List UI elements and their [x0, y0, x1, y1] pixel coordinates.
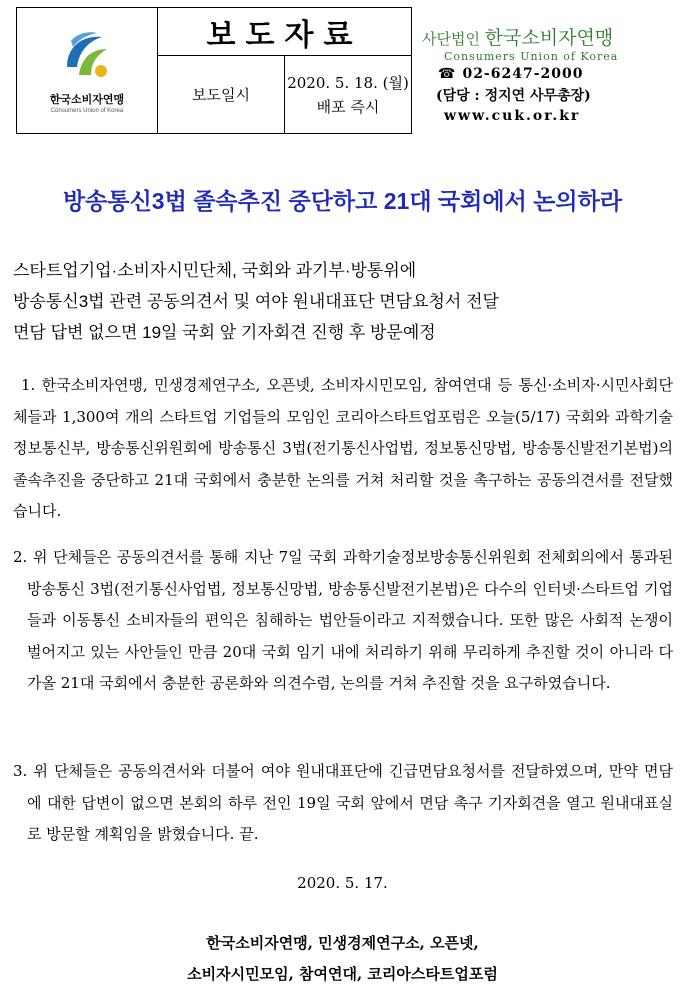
telephone-number: 02-6247-2000 [462, 66, 584, 82]
logo-subtext: Consumers Union of Korea [50, 108, 124, 114]
body-paragraph-2: 2. 위 단체들은 공동의견서를 통해 지난 7일 국회 과학기술정보방송통신위원회 전체회의에서 통과된 방송통신 3법(전기통신사업법, 정보통신망법, 방송통신발전기본법)은 다수의 인터넷·스타트업 기업들과 이동통신 소비자들의 편익은 침해하는 법안들이라고 지적했습니다. 또한 많은 사회적 논쟁이 벌어지고 있는 사안들인 만큼 20대 국회 임기 내에 처리하기 위해 무리하게 추진할 것이 아니라 다가올 21대 국회에서 충분한 공론화와 의견수렴, 논의를 거쳐 추진할 것을 요구하였습니다. [13, 548, 673, 692]
org-prefix: 사단법인 [422, 30, 480, 48]
release-date-label: 보도일시 [158, 56, 285, 134]
body-paragraph-1: 1. 한국소비자연맹, 민생경제연구소, 오픈넷, 소비자시민모임, 참여연대 등 통신·소비자·시민사회단체들과 1,300여 개의 스타트업 기업들의 모임인 코리아스타트업포럼은 오늘(5/17) 국회와 과학기술정보통신부, 방송통신위원회에 방송통신 3법(전기통신사업법, 정보통신망법, 방송통신발전기본법)의 졸속추진을 중단하고 21대 국회에서 충분한 논의를 거쳐 처리할 것을 촉구하는 공동의견서를 전달했습니다. [13, 376, 673, 520]
headline: 방송통신3법 졸속추진 중단하고 21대 국회에서 논의하라 [62, 188, 623, 214]
signatories-line-2: 소비자시민모임, 참여연대, 코리아스타트업포럼 [187, 965, 498, 983]
org-name-line [422, 23, 671, 50]
body-paragraph-3: 3. 위 단체들은 공동의견서와 더불어 여야 원내대표단에 긴급면담요청서를 전달하였으며, 만약 면담에 대한 답변이 없으면 본회의 하루 전인 19일 국회 앞에서 면담 촉구 기자회견을 열고 원내대표실로 방문할 계획임을 밝혔습니다. 끝. [13, 762, 673, 843]
release-note: 배포 즉시 [316, 97, 380, 116]
org-name: 한국소비자연맹 [484, 27, 614, 49]
subtitle-line: 면담 답변 없으면 19일 국회 앞 기자회견 진행 후 방문예정 [13, 323, 436, 342]
logo-cell [17, 8, 158, 134]
signatories-line-1: 한국소비자연맹, 민생경제연구소, 오픈넷, [206, 934, 479, 952]
organization-info [412, 8, 672, 134]
closing-date: 2020. 5. 17. [297, 874, 388, 892]
org-website: www.cuk.or.kr [444, 108, 581, 124]
logo-text: 한국소비자연맹 [49, 94, 125, 106]
release-date: 2020. 5. 18. (월) [287, 73, 409, 92]
subtitle [13, 255, 673, 348]
subtitle-line: 스타트업기업·소비자시민단체, 국회와 과기부·방통위에 [13, 261, 417, 280]
telephone-icon: ☎ [438, 66, 457, 82]
subtitle-line: 방송통신3법 관련 공동의견서 및 여야 원내대표단 면담요청서 전달 [13, 292, 499, 311]
release-date-cell [285, 56, 412, 134]
org-name-english: Consumers Union of Korea [444, 50, 619, 63]
org-contact: (담당 : 정지연 사무총장) [436, 88, 591, 104]
logo-emblem-icon [57, 27, 117, 87]
document-title: 보도자료 [158, 8, 412, 56]
press-release-header [16, 7, 671, 134]
org-telephone [438, 66, 671, 82]
